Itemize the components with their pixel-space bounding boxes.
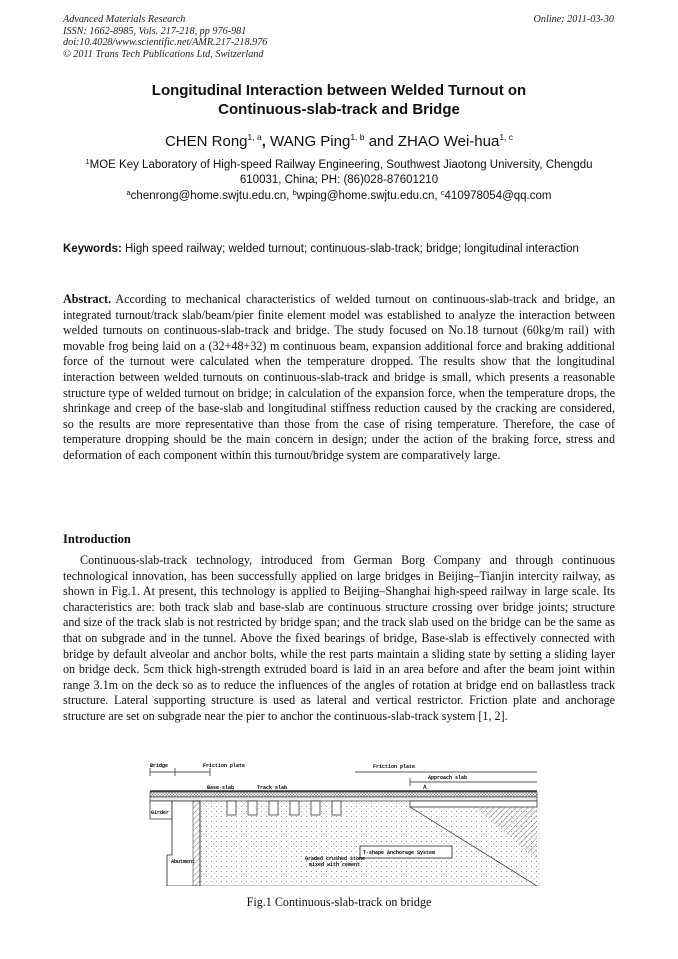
keywords-text: High speed railway; welded turnout; continuous-slab-track; bridge; longitudinal interaction xyxy=(125,243,579,255)
figure-label-bridge: Bridge xyxy=(150,763,169,769)
title-line-2: Continuous-slab-track and Bridge xyxy=(218,101,460,118)
email-sup: b xyxy=(292,188,297,197)
title-line-1: Longitudinal Interaction between Welded Turnout on xyxy=(151,82,527,99)
introduction-paragraph: Continuous-slab-track technology, introduced from German Borg Company and through continuous technological innovation, has been successfully applied on large bridges in Beijing–Tianjin intercity railway, as shown in Fig.1. At present, this technology is applied to Beijing–Shanghai high-speed railway in large scale. Its characteristics are: both track slab and base-slab are continuous structure crossing over bridge joints; structure and size of the track slab is not restricted by bridge span; and the track slab used on the bridge can be the same as that on subgrade and in the tunnel. Above the fixed bearings of bridge, Base-slab is effectively connected with bridge by default alveolar and anchor bolts, while the rest parts maintain a sliding state by setting a sliding layer on bridge deck. 5cm thick high-strength extruded board is laid in an area before and after the beam joint within range 3.1m on the deck so as to reduce the influences of the angles of rotation at bridge end on ballastless track structure. Lateral supporting structure is used as lateral and vertical restrictor. Friction plate and anchorage structure are set on subgrade near the pier to anchor the continuous-slab-track system [1, 2]. xyxy=(63,553,615,723)
figure-label-girder: Girder xyxy=(151,810,170,816)
figure-label-friction-plate-top: Friction plate xyxy=(373,764,416,770)
figure-label-track-slab: Track slab xyxy=(257,785,288,791)
author-sup: 1, b xyxy=(350,132,365,142)
copyright-line: © 2011 Trans Tech Publications Ltd, Switzerland xyxy=(63,48,264,60)
author-and: and xyxy=(368,133,394,150)
journal-name: Advanced Materials Research xyxy=(63,14,186,25)
abstract-label: Abstract. xyxy=(63,292,112,306)
online-date: Online: 2011-03-30 xyxy=(533,14,614,25)
approach-slab xyxy=(410,801,537,807)
keywords-label: Keywords: xyxy=(63,243,122,255)
figure-label-base-slab: Base-slab xyxy=(207,785,235,791)
author-name: ZHAO Wei-hua xyxy=(397,133,500,150)
paper-title xyxy=(63,81,615,119)
email-address: wping@home.swjtu.edu.cn, xyxy=(296,190,438,202)
figure-caption: Fig.1 Continuous-slab-track on bridge xyxy=(246,895,432,909)
dimension-lines xyxy=(150,768,537,786)
abstract-text: According to mechanical characteristics of welded turnout on continuous-slab-track and bridge, an integrated turnout/track slab/beam/pier finite element model was established to analyze the interaction between welded turnouts on continuous-slab-track and bridge. The study focused on No.18 turnout (60kg/m rail) with movable frog being laid on a (32+48+32) m continuous beam, expansion additional force and braking additional force of the turnout were calculated when the temperature dropped. The results show that the longitudinal interaction between welded turnouts on continuous-slab-track and bridge is small, which presents a reasonable structure type of welded turnout on bridge; in calculation of the expansion force, when the temperature drops, the shrinkage and creep of the base-slab and longitudinal stiffness reduction caused by the cracking are considered, so the results are more representative than those from the case of rising temperature. Therefore, the case of temperature dropping should be the main concern in design; under the action of the braking force, stress and deformation of each component within this turnout/bridge system are comparatively large. xyxy=(63,292,615,462)
author-list xyxy=(63,128,615,151)
figure-label-section-mark: A xyxy=(423,784,427,791)
issn-line: ISSN: 1662-8985, Vols. 217-218, pp 976-981 xyxy=(63,25,247,37)
abstract xyxy=(63,292,615,464)
base-slab-layer xyxy=(150,797,537,801)
author-name: WANG Ping xyxy=(270,133,351,150)
header-meta xyxy=(63,14,267,60)
figure-label-abutment: Abutment xyxy=(171,859,196,865)
author-name: CHEN Rong xyxy=(164,133,248,150)
doi-line: doi:10.4028/www.scientific.net/AMR.217-218.976 xyxy=(63,37,268,48)
section-heading-introduction: Introduction xyxy=(63,532,131,546)
email-sup: a xyxy=(126,188,131,197)
author-sup: 1, a xyxy=(247,132,262,142)
affiliation-line-1: MOE Key Laboratory of High-speed Railway Engineering, Southwest Jiaotong University, Chengdu xyxy=(89,159,593,171)
keywords xyxy=(63,242,615,257)
track-slab-layer xyxy=(150,792,537,797)
figure-label-approach-slab: Approach slab xyxy=(428,775,468,781)
author-comma: , xyxy=(261,133,266,150)
email-sup: c xyxy=(440,188,445,197)
affiliation-sup: 1 xyxy=(85,157,90,166)
figure-drawing xyxy=(145,760,540,886)
affiliation-line-2: 610031, China; PH: (86)028-87601210 xyxy=(239,173,439,186)
email-address: 410978054@qq.com xyxy=(444,190,552,202)
author-sup: 1, c xyxy=(499,132,514,142)
figure-1 xyxy=(145,760,540,886)
email-address: chenrong@home.swjtu.edu.cn, xyxy=(130,190,290,202)
figure-label-graded-stone-1: Graded crushed stone xyxy=(305,856,366,862)
figure-label-graded-stone-2: mixed with cement xyxy=(309,862,361,868)
figure-label-friction-plate-left: Friction plate xyxy=(203,763,246,769)
affiliation xyxy=(63,155,615,187)
email-list xyxy=(63,186,615,204)
figure-label-anchorage: T-shape Anchorage System xyxy=(363,850,436,856)
